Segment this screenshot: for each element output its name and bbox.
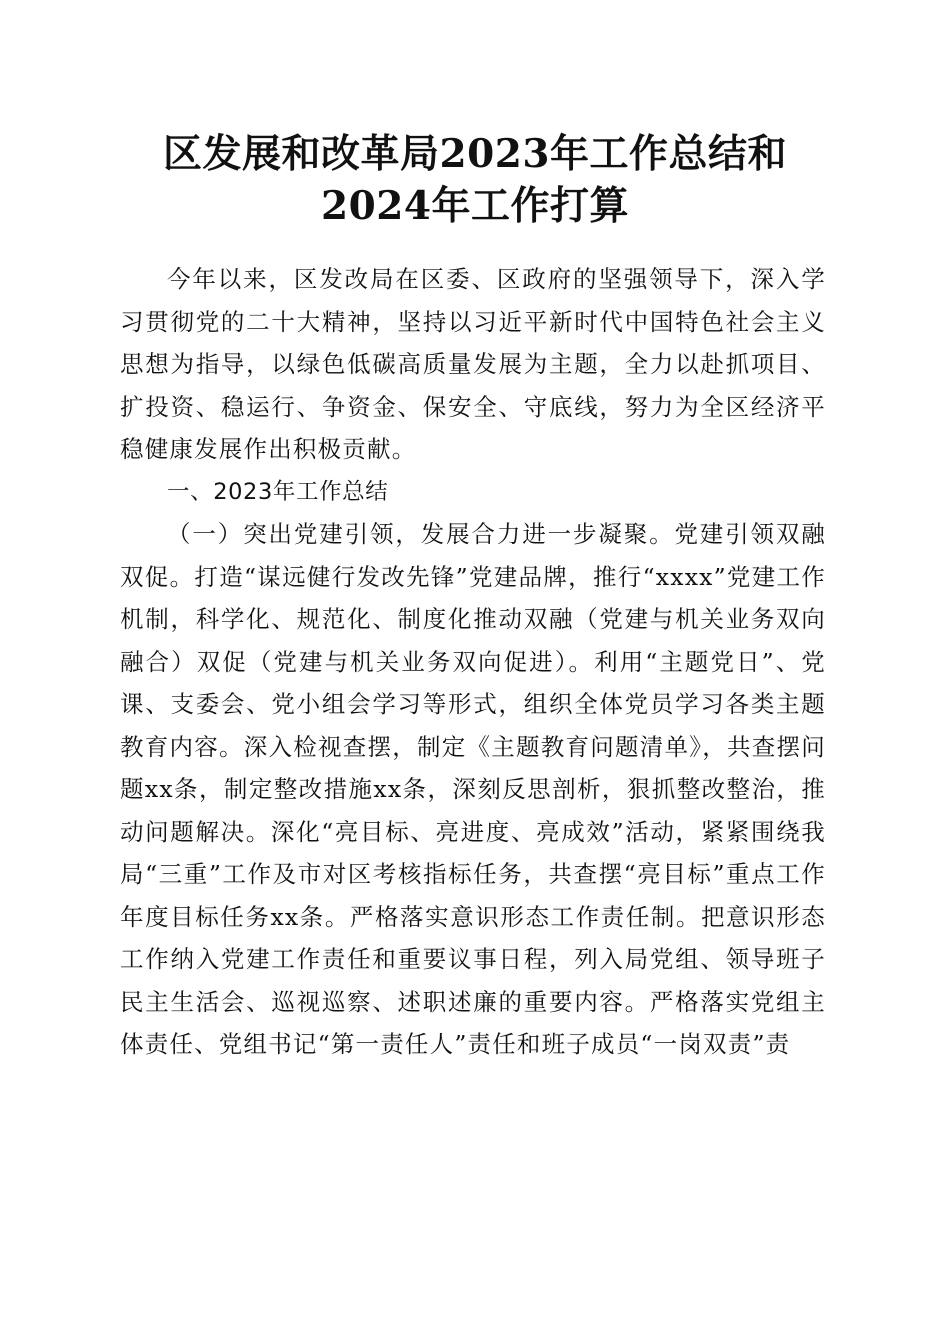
subsection-body: 党建引领双融双促。打造“谋远健行发改先锋”党建品牌，推行“xxxx”党建工作机制，科学化、规范化、制度化推动双融（党建与机关业务双向融合）双促（党建与机关业务双向促进）。利用“主题党日”、党课、支委会、党小组会学习等形式，组织全体党员学习各类主题教育内容。深入检视查摆，制定《主题教育问题清单》，共查摆问题xx条，制定整改措施xx条，深刻反思剖析，狠抓整改整治，推动问题解决。深化“亮目标、亮进度、亮成效”活动，紧紧围绕我局“三重”工作及市对区考核指标任务，共查摆“亮目标”重点工作年度目标任务xx条。严格落实意识形态工作责任制。把意识形态工作纳入党建工作责任和重要议事日程，列入局党组、领导班子民主生活会、巡视巡察、述职述廉的重要内容。严格落实党组主体责任、党组书记“第一责任人”责任和班子成员“一岗双责”责 bbox=[120, 520, 826, 1058]
subsection-lead: （一）突出党建引领，发展合力进一步凝聚。 bbox=[167, 520, 675, 548]
document-body bbox=[120, 258, 826, 1066]
document-title: 区发展和改革局2023年工作总结和2024年工作打算 bbox=[162, 131, 788, 229]
intro-paragraph: 今年以来，区发改局在区委、区政府的坚强领导下，深入学习贯彻党的二十大精神，坚持以习近平新时代中国特色社会主义思想为指导，以绿色低碳高质量发展为主题，全力以赴抓项目、扩投资、稳运行、争资金、保安全、守底线，努力为全区经济平稳健康发展作出积极贡献。 bbox=[120, 265, 826, 463]
subsection-paragraph bbox=[120, 513, 826, 1066]
section-heading: 一、2023年工作总结 bbox=[167, 478, 389, 505]
